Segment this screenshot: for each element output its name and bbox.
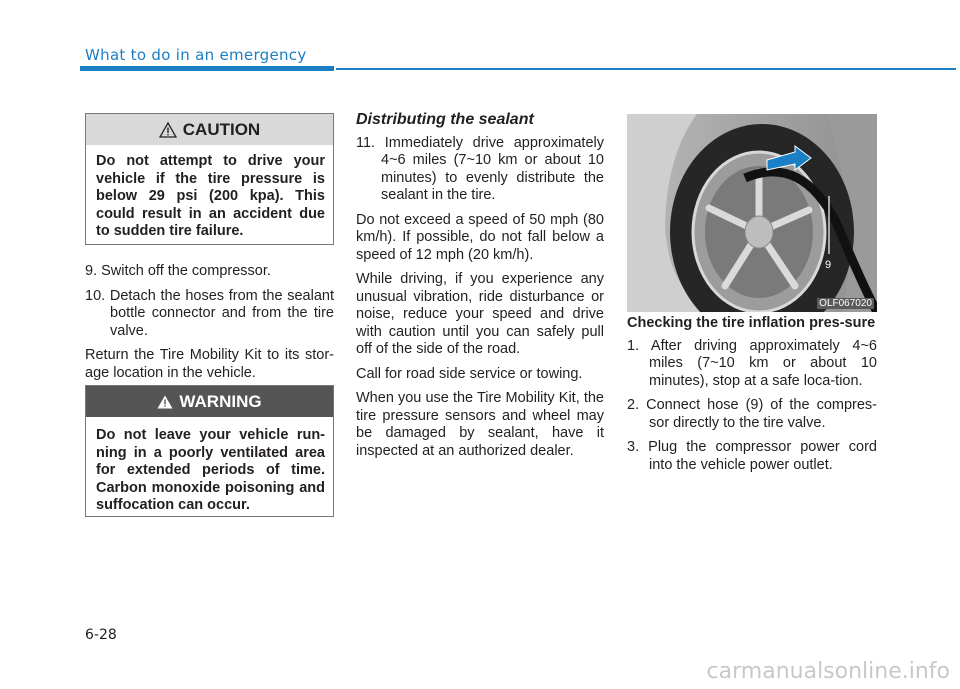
step-number: 2. (627, 397, 640, 413)
step-10 (85, 288, 334, 341)
middle-column (356, 111, 604, 467)
step-text: Plug the compressor power cord into the vehicle power outlet. (648, 439, 877, 473)
speed-paragraph: Do not exceed a speed of 50 mph (80 km/h). If possible, do not fall below a speed of 12 mph (20 km/h). (356, 211, 604, 263)
step-number: 1. (627, 337, 640, 354)
step-2 (627, 397, 877, 432)
step-number: 11. (356, 134, 376, 151)
caution-body: Do not attempt to drive your vehicle if the tire pressure is below 29 psi (200 kpa). This could result in an accident due to sudden tire failure. (96, 153, 325, 239)
return-kit-paragraph: Return the Tire Mobility Kit to its stor-age location in the vehicle. (85, 347, 334, 381)
step-1 (627, 338, 877, 391)
step-11 (356, 135, 604, 205)
step-number: 10. (85, 287, 106, 304)
page-number: 6-28 (85, 627, 117, 643)
vibration-paragraph: While driving, if you experience any unusual vibration, ride disturbance or noise, reduce your speed and drive with caution until you can safely pull off of the side of the road. (356, 271, 604, 357)
warning-header (86, 386, 333, 417)
watermark: carmanualsonline.info (706, 659, 950, 684)
warning-triangle-icon (157, 395, 173, 409)
right-column (627, 315, 877, 481)
step-text: Connect hose (9) of the compres-sor directly to the tire valve. (646, 397, 877, 431)
photo-callout-label: 9 (825, 259, 832, 271)
step-text: Switch off the compressor. (101, 263, 271, 279)
header-rule-thin (336, 68, 956, 70)
caution-box (85, 113, 334, 245)
step-text: After driving approximately 4~6 miles (7~10 km or about 10 minutes), stop at a safe loca-tion. (649, 337, 877, 389)
tire-wheel-illustration (627, 114, 877, 312)
left-column (85, 263, 334, 389)
step-number: 9. (85, 263, 98, 279)
tire-valve-photo (627, 114, 877, 312)
caution-header (86, 114, 333, 145)
sensor-paragraph: When you use the Tire Mobility Kit, the tire pressure sensors and wheel may be damaged by sealant, have it inspected at an authorized dealer. (356, 390, 604, 459)
caution-title: CAUTION (182, 119, 261, 139)
step-number: 3. (627, 439, 640, 455)
step-text: Immediately drive approximately 4~6 miles (7~10 km or about 10 minutes) to evenly distribute the sealant in the tire. (381, 134, 604, 203)
header-rule-thick (80, 66, 334, 71)
checking-heading: Checking the tire inflation pres-sure (627, 315, 876, 331)
caution-triangle-icon (159, 122, 177, 138)
step-3 (627, 439, 877, 474)
step-9 (85, 263, 334, 281)
photo-code: OLF067020 (819, 298, 872, 309)
towing-paragraph: Call for road side service or towing. (356, 365, 583, 382)
distributing-heading: Distributing the sealant (356, 111, 534, 128)
warning-body: Do not leave your vehicle run-ning in a poorly ventilated area for extended periods of time. Carbon monoxide poisoning and suffocation can occur. (96, 427, 325, 513)
warning-box (85, 385, 334, 517)
section-title: What to do in an emergency (85, 46, 307, 64)
warning-title: WARNING (179, 391, 262, 411)
step-text: Detach the hoses from the sealant bottle connector and from the tire valve. (109, 287, 334, 339)
